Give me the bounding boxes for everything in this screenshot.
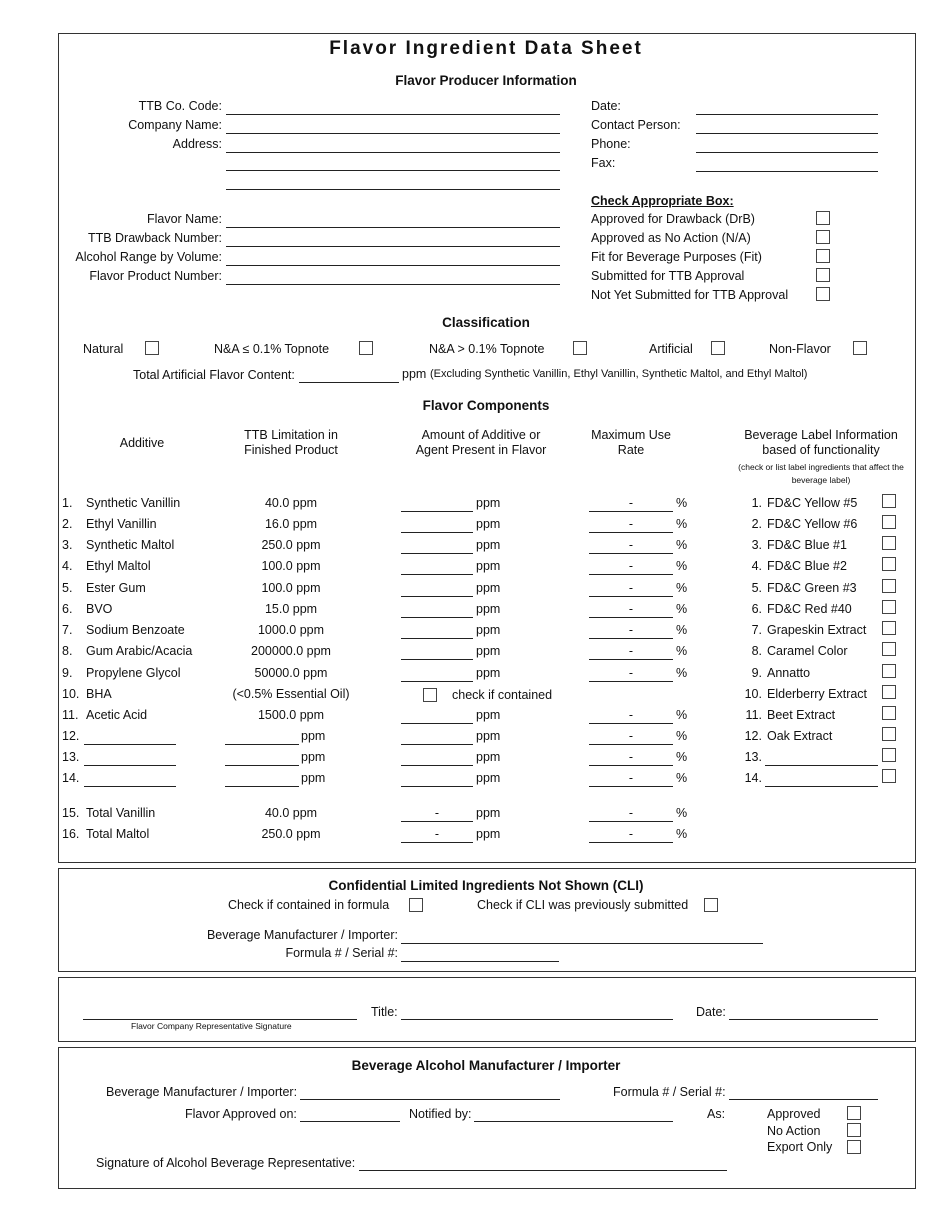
total-max-value: - <box>628 806 634 820</box>
col-max-header-2: Rate <box>617 443 645 457</box>
total-amount-value: - <box>434 827 440 841</box>
bam-manufacturer-field[interactable] <box>300 1099 560 1100</box>
total-limit: 40.0 ppm <box>264 806 318 820</box>
label-item-name: Annatto <box>767 666 811 680</box>
col-ttb-header-2: Finished Product <box>244 443 338 457</box>
bam-approved-on-field[interactable] <box>300 1121 400 1122</box>
additive-number: 14. <box>62 771 80 785</box>
label-item-number: 9. <box>751 666 762 680</box>
label-item-number: 12. <box>744 729 762 743</box>
percent-unit: % <box>676 750 688 764</box>
additive-name: Sodium Benzoate <box>86 623 185 637</box>
col-additive-header: Additive <box>119 436 165 450</box>
label-item-number: 11. <box>745 708 762 722</box>
additive-limit-field[interactable] <box>225 744 299 745</box>
total-limit: 250.0 ppm <box>261 827 321 841</box>
percent-unit: % <box>676 538 688 552</box>
additive-limit: 250.0 ppm <box>261 538 321 552</box>
total-number: 16. <box>62 827 80 841</box>
amount-field[interactable] <box>401 638 473 639</box>
additive-limit: 200000.0 ppm <box>251 644 331 658</box>
signature-title-label: Title: <box>371 1005 398 1019</box>
max-rate-value: - <box>628 581 634 595</box>
label-item-checkbox[interactable] <box>882 494 896 508</box>
additive-limit: 15.0 ppm <box>264 602 318 616</box>
label-item-name: FD&C Green #3 <box>767 581 857 595</box>
ppm-unit: ppm <box>476 806 501 820</box>
class-na-low: N&A ≤ 0.1% Topnote <box>214 342 330 356</box>
additive-number: 2. <box>62 517 73 531</box>
ppm-unit: ppm <box>476 581 501 595</box>
label-item-number: 8. <box>751 644 762 658</box>
bam-notified-by-label: Notified by: <box>409 1107 472 1121</box>
max-rate-field[interactable] <box>589 786 673 787</box>
label-item-number: 2. <box>751 517 762 531</box>
max-rate-field[interactable] <box>589 681 673 682</box>
option-drawback: Approved for Drawback (DrB) <box>591 212 755 226</box>
label-item-number: 1. <box>751 496 762 510</box>
signature-date-field[interactable] <box>729 1019 878 1020</box>
additive-name: Ethyl Vanillin <box>86 517 157 531</box>
label-item-checkbox[interactable] <box>882 664 896 678</box>
additive-number: 7. <box>62 623 73 637</box>
percent-unit: % <box>676 806 688 820</box>
ppm-unit: ppm <box>476 538 501 552</box>
option-no-action: Approved as No Action (N/A) <box>591 231 751 245</box>
label-item-checkbox[interactable] <box>882 579 896 593</box>
label-item-number: 6. <box>751 602 762 616</box>
col-max-header-1: Maximum Use <box>591 428 671 442</box>
percent-unit: % <box>676 559 688 573</box>
percent-unit: % <box>676 581 688 595</box>
max-rate-value: - <box>628 602 634 616</box>
additive-limit: 1500.0 ppm <box>257 708 325 722</box>
cli-contained-label: Check if contained in formula <box>228 898 390 912</box>
label-contact-person: Contact Person: <box>591 118 681 132</box>
ttb-drawback-number-field[interactable] <box>226 246 560 247</box>
additive-name: Ester Gum <box>86 581 146 595</box>
label-item-checkbox[interactable] <box>882 515 896 529</box>
label-item-name: FD&C Yellow #6 <box>767 517 858 531</box>
percent-unit: % <box>676 496 688 510</box>
additive-limit-field[interactable] <box>225 786 299 787</box>
address-field-1[interactable] <box>226 152 560 153</box>
percent-unit: % <box>676 827 688 841</box>
max-rate-field[interactable] <box>589 511 673 512</box>
submitted-checkbox[interactable] <box>816 268 830 282</box>
amount-field[interactable] <box>401 532 473 533</box>
cli-submitted-checkbox[interactable] <box>704 898 718 912</box>
class-non-flavor: Non-Flavor <box>769 342 831 356</box>
cli-manufacturer-field[interactable] <box>401 943 763 944</box>
label-address: Address: <box>172 137 222 151</box>
label-item-name: Oak Extract <box>767 729 833 743</box>
label-item-number: 14. <box>744 771 762 785</box>
max-rate-value: - <box>628 517 634 531</box>
percent-unit: % <box>676 623 688 637</box>
total-name: Total Vanillin <box>86 806 156 820</box>
additive-name: Synthetic Vanillin <box>86 496 181 510</box>
no-action-checkbox[interactable] <box>816 230 830 244</box>
producer-heading: Flavor Producer Information <box>395 73 577 88</box>
option-submitted: Submitted for TTB Approval <box>591 269 745 283</box>
max-rate-value: - <box>628 538 634 552</box>
total-max-field[interactable] <box>589 842 673 843</box>
max-rate-value: - <box>628 623 634 637</box>
ppm-unit: ppm <box>476 602 501 616</box>
col-label-header-2: based of functionality <box>762 443 880 457</box>
percent-unit: % <box>676 729 688 743</box>
ppm-unit: ppm <box>301 771 326 785</box>
additive-number: 11. <box>62 708 79 722</box>
additive-number: 12. <box>62 729 80 743</box>
bam-as-label: As: <box>707 1107 726 1121</box>
label-item-name: FD&C Red #40 <box>767 602 852 616</box>
label-item-checkbox[interactable] <box>882 642 896 656</box>
label-item-name: Grapeskin Extract <box>767 623 867 637</box>
bam-notified-by-field[interactable] <box>474 1121 673 1122</box>
max-rate-field[interactable] <box>589 765 673 766</box>
ppm-unit: ppm <box>476 496 501 510</box>
ppm-unit: ppm <box>476 623 501 637</box>
label-flavor-name: Flavor Name: <box>146 212 222 226</box>
total-artificial-unit: ppm <box>402 367 427 381</box>
col-amount-header-2: Agent Present in Flavor <box>415 443 547 457</box>
signature-section-frame <box>58 977 916 1042</box>
amount-field[interactable] <box>401 596 473 597</box>
address-field-2[interactable] <box>226 170 560 171</box>
additive-name: BHA <box>86 687 112 701</box>
label-item-number: 5. <box>751 581 762 595</box>
col-ttb-header-1: TTB Limitation in <box>244 428 338 442</box>
max-rate-field[interactable] <box>589 638 673 639</box>
label-item-name: FD&C Blue #1 <box>767 538 847 552</box>
additive-limit: 40.0 ppm <box>264 496 318 510</box>
additive-limit: 100.0 ppm <box>261 559 321 573</box>
flavor-rep-signature-caption: Flavor Company Representative Signature <box>131 1021 292 1031</box>
additive-number: 1. <box>62 496 73 510</box>
label-fax: Fax: <box>591 156 616 170</box>
as-export-only-label: Export Only <box>767 1140 833 1154</box>
additive-limit: 1000.0 ppm <box>257 623 325 637</box>
class-artificial: Artificial <box>649 342 693 356</box>
percent-unit: % <box>676 708 688 722</box>
check-box-heading: Check Appropriate Box: <box>591 194 734 208</box>
ppm-unit: ppm <box>476 771 501 785</box>
bha-check-label: check if contained <box>452 688 553 702</box>
amount-field[interactable] <box>401 744 473 745</box>
signature-title-field[interactable] <box>401 1019 673 1020</box>
alcohol-range-field[interactable] <box>226 265 560 266</box>
label-item-number: 13. <box>744 750 762 764</box>
total-amount-field[interactable] <box>401 842 473 843</box>
as-no-action-label: No Action <box>767 1124 821 1138</box>
max-rate-value: - <box>628 496 634 510</box>
as-no-action-checkbox[interactable] <box>847 1123 861 1137</box>
amount-field[interactable] <box>401 659 473 660</box>
label-item-name: Elderberry Extract <box>767 687 868 701</box>
total-artificial-note: (Excluding Synthetic Vanillin, Ethyl Vanillin, Synthetic Maltol, and Ethyl Maltol) <box>430 368 808 380</box>
label-item-number: 7. <box>751 623 762 637</box>
label-item-checkbox[interactable] <box>882 769 896 783</box>
cli-formula-field[interactable] <box>401 961 559 962</box>
ppm-unit: ppm <box>476 827 501 841</box>
max-rate-field[interactable] <box>589 744 673 745</box>
max-rate-field[interactable] <box>589 659 673 660</box>
additive-number: 4. <box>62 559 73 573</box>
total-number: 15. <box>62 806 80 820</box>
col-label-note-1: (check or list label ingredients that affect the <box>738 462 904 472</box>
date-field[interactable] <box>696 114 878 115</box>
additive-name: Acetic Acid <box>86 708 148 722</box>
label-item-number: 3. <box>751 538 762 552</box>
total-amount-field[interactable] <box>401 821 473 822</box>
max-rate-field[interactable] <box>589 574 673 575</box>
na-high-checkbox[interactable] <box>573 341 587 355</box>
label-ttb-drawback-number: TTB Drawback Number: <box>87 231 222 245</box>
signature-date-label: Date: <box>696 1005 726 1019</box>
ppm-unit: ppm <box>476 729 501 743</box>
bam-heading: Beverage Alcohol Manufacturer / Importer <box>351 1058 621 1073</box>
additive-name: Ethyl Maltol <box>86 559 151 573</box>
max-rate-value: - <box>628 771 634 785</box>
percent-unit: % <box>676 666 688 680</box>
fax-field[interactable] <box>696 171 878 172</box>
flavor-name-field[interactable] <box>226 227 560 228</box>
max-rate-value: - <box>628 750 634 764</box>
drawback-checkbox[interactable] <box>816 211 830 225</box>
cli-heading: Confidential Limited Ingredients Not Shown (CLI) <box>328 878 644 893</box>
non-flavor-checkbox[interactable] <box>853 341 867 355</box>
bha-checkbox[interactable] <box>423 688 437 702</box>
total-name: Total Maltol <box>86 827 150 841</box>
additive-name-field[interactable] <box>84 765 176 766</box>
col-label-header-1: Beverage Label Information <box>744 428 898 442</box>
na-low-checkbox[interactable] <box>359 341 373 355</box>
as-export-only-checkbox[interactable] <box>847 1140 861 1154</box>
cli-contained-checkbox[interactable] <box>409 898 423 912</box>
percent-unit: % <box>676 602 688 616</box>
bam-formula-field[interactable] <box>729 1099 878 1100</box>
additive-name: Synthetic Maltol <box>86 538 175 552</box>
bam-approved-on-label: Flavor Approved on: <box>185 1107 297 1121</box>
label-item-number: 4. <box>751 559 762 573</box>
label-ttb-co-code: TTB Co. Code: <box>138 99 222 113</box>
label-item-name: FD&C Blue #2 <box>767 559 847 573</box>
not-submitted-checkbox[interactable] <box>816 287 830 301</box>
flavor-rep-signature-field[interactable] <box>83 1019 357 1020</box>
max-rate-field[interactable] <box>589 553 673 554</box>
address-field-3[interactable] <box>226 189 560 190</box>
as-approved-label: Approved <box>767 1107 821 1121</box>
bam-manufacturer-label: Beverage Manufacturer / Importer: <box>106 1085 298 1099</box>
option-not-submitted: Not Yet Submitted for TTB Approval <box>591 288 789 302</box>
additive-limit: 16.0 ppm <box>264 517 318 531</box>
bam-signature-label: Signature of Alcohol Beverage Representative: <box>96 1156 356 1170</box>
amount-field[interactable] <box>401 765 473 766</box>
additive-limit: (<0.5% Essential Oil) <box>232 687 350 701</box>
label-item-number: 10. <box>744 687 762 701</box>
additive-limit: 50000.0 ppm <box>254 666 328 680</box>
label-item-checkbox[interactable] <box>882 706 896 720</box>
label-item-name: Caramel Color <box>767 644 848 658</box>
amount-field[interactable] <box>401 511 473 512</box>
class-natural: Natural <box>83 342 124 356</box>
max-rate-field[interactable] <box>589 532 673 533</box>
max-rate-field[interactable] <box>589 596 673 597</box>
ppm-unit: ppm <box>476 559 501 573</box>
bam-signature-field[interactable] <box>359 1170 727 1171</box>
label-item-checkbox[interactable] <box>882 727 896 741</box>
label-alcohol-range: Alcohol Range by Volume: <box>75 250 222 264</box>
bam-formula-label: Formula # / Serial #: <box>613 1085 726 1099</box>
percent-unit: % <box>676 517 688 531</box>
max-rate-value: - <box>628 644 634 658</box>
amount-field[interactable] <box>401 553 473 554</box>
ppm-unit: ppm <box>476 517 501 531</box>
artificial-checkbox[interactable] <box>711 341 725 355</box>
additive-name-field[interactable] <box>84 786 176 787</box>
label-company-name: Company Name: <box>128 118 222 132</box>
ppm-unit: ppm <box>476 666 501 680</box>
additive-number: 8. <box>62 644 73 658</box>
additive-name-field[interactable] <box>84 744 176 745</box>
additive-number: 3. <box>62 538 73 552</box>
max-rate-field[interactable] <box>589 723 673 724</box>
amount-field[interactable] <box>401 617 473 618</box>
label-item-name: Beet Extract <box>767 708 836 722</box>
as-approved-checkbox[interactable] <box>847 1106 861 1120</box>
ppm-unit: ppm <box>301 729 326 743</box>
total-max-value: - <box>628 827 634 841</box>
cli-manufacturer-label: Beverage Manufacturer / Importer: <box>206 928 398 942</box>
max-rate-value: - <box>628 559 634 573</box>
label-flavor-product-number: Flavor Product Number: <box>89 269 222 283</box>
additive-number: 9. <box>62 666 73 680</box>
label-date: Date: <box>591 99 621 113</box>
page-title: Flavor Ingredient Data Sheet <box>329 38 643 59</box>
additive-number: 13. <box>62 750 80 764</box>
additive-limit-field[interactable] <box>225 765 299 766</box>
amount-field[interactable] <box>401 681 473 682</box>
fit-checkbox[interactable] <box>816 249 830 263</box>
max-rate-value: - <box>628 729 634 743</box>
ppm-unit: ppm <box>476 708 501 722</box>
percent-unit: % <box>676 771 688 785</box>
phone-field[interactable] <box>696 152 878 153</box>
label-item-checkbox[interactable] <box>882 685 896 699</box>
label-phone: Phone: <box>591 137 631 151</box>
amount-field[interactable] <box>401 574 473 575</box>
ppm-unit: ppm <box>301 750 326 764</box>
flavor-product-number-field[interactable] <box>226 284 560 285</box>
additive-name: Propylene Glycol <box>86 666 181 680</box>
amount-field[interactable] <box>401 786 473 787</box>
total-artificial-label: Total Artificial Flavor Content: <box>133 368 295 382</box>
label-item-name: FD&C Yellow #5 <box>767 496 858 510</box>
max-rate-field[interactable] <box>589 617 673 618</box>
total-max-field[interactable] <box>589 821 673 822</box>
label-item-field[interactable] <box>765 786 878 787</box>
max-rate-value: - <box>628 708 634 722</box>
components-heading: Flavor Components <box>422 398 550 413</box>
total-artificial-field[interactable] <box>299 382 399 383</box>
col-label-note-2: beverage label) <box>791 475 851 485</box>
label-item-checkbox[interactable] <box>882 536 896 550</box>
additive-number: 5. <box>62 581 73 595</box>
additive-name: BVO <box>86 602 113 616</box>
ttb-co-code-field[interactable] <box>226 114 560 115</box>
label-item-checkbox[interactable] <box>882 748 896 762</box>
additive-name: Gum Arabic/Acacia <box>86 644 193 658</box>
class-na-high: N&A > 0.1% Topnote <box>429 342 545 356</box>
total-amount-value: - <box>434 806 440 820</box>
percent-unit: % <box>676 644 688 658</box>
additive-number: 10. <box>62 687 80 701</box>
ppm-unit: ppm <box>476 750 501 764</box>
natural-checkbox[interactable] <box>145 341 159 355</box>
label-item-checkbox[interactable] <box>882 600 896 614</box>
classification-heading: Classification <box>442 315 530 330</box>
additive-limit: 100.0 ppm <box>261 581 321 595</box>
label-item-checkbox[interactable] <box>882 557 896 571</box>
label-item-field[interactable] <box>765 765 878 766</box>
cli-formula-label: Formula # / Serial #: <box>285 946 398 960</box>
amount-field[interactable] <box>401 723 473 724</box>
additive-number: 6. <box>62 602 73 616</box>
company-name-field[interactable] <box>226 133 560 134</box>
option-fit: Fit for Beverage Purposes (Fit) <box>591 250 762 264</box>
contact-person-field[interactable] <box>696 133 878 134</box>
cli-submitted-label: Check if CLI was previously submitted <box>477 898 689 912</box>
ppm-unit: ppm <box>476 644 501 658</box>
max-rate-value: - <box>628 666 634 680</box>
col-amount-header-1: Amount of Additive or <box>421 428 541 442</box>
label-item-checkbox[interactable] <box>882 621 896 635</box>
